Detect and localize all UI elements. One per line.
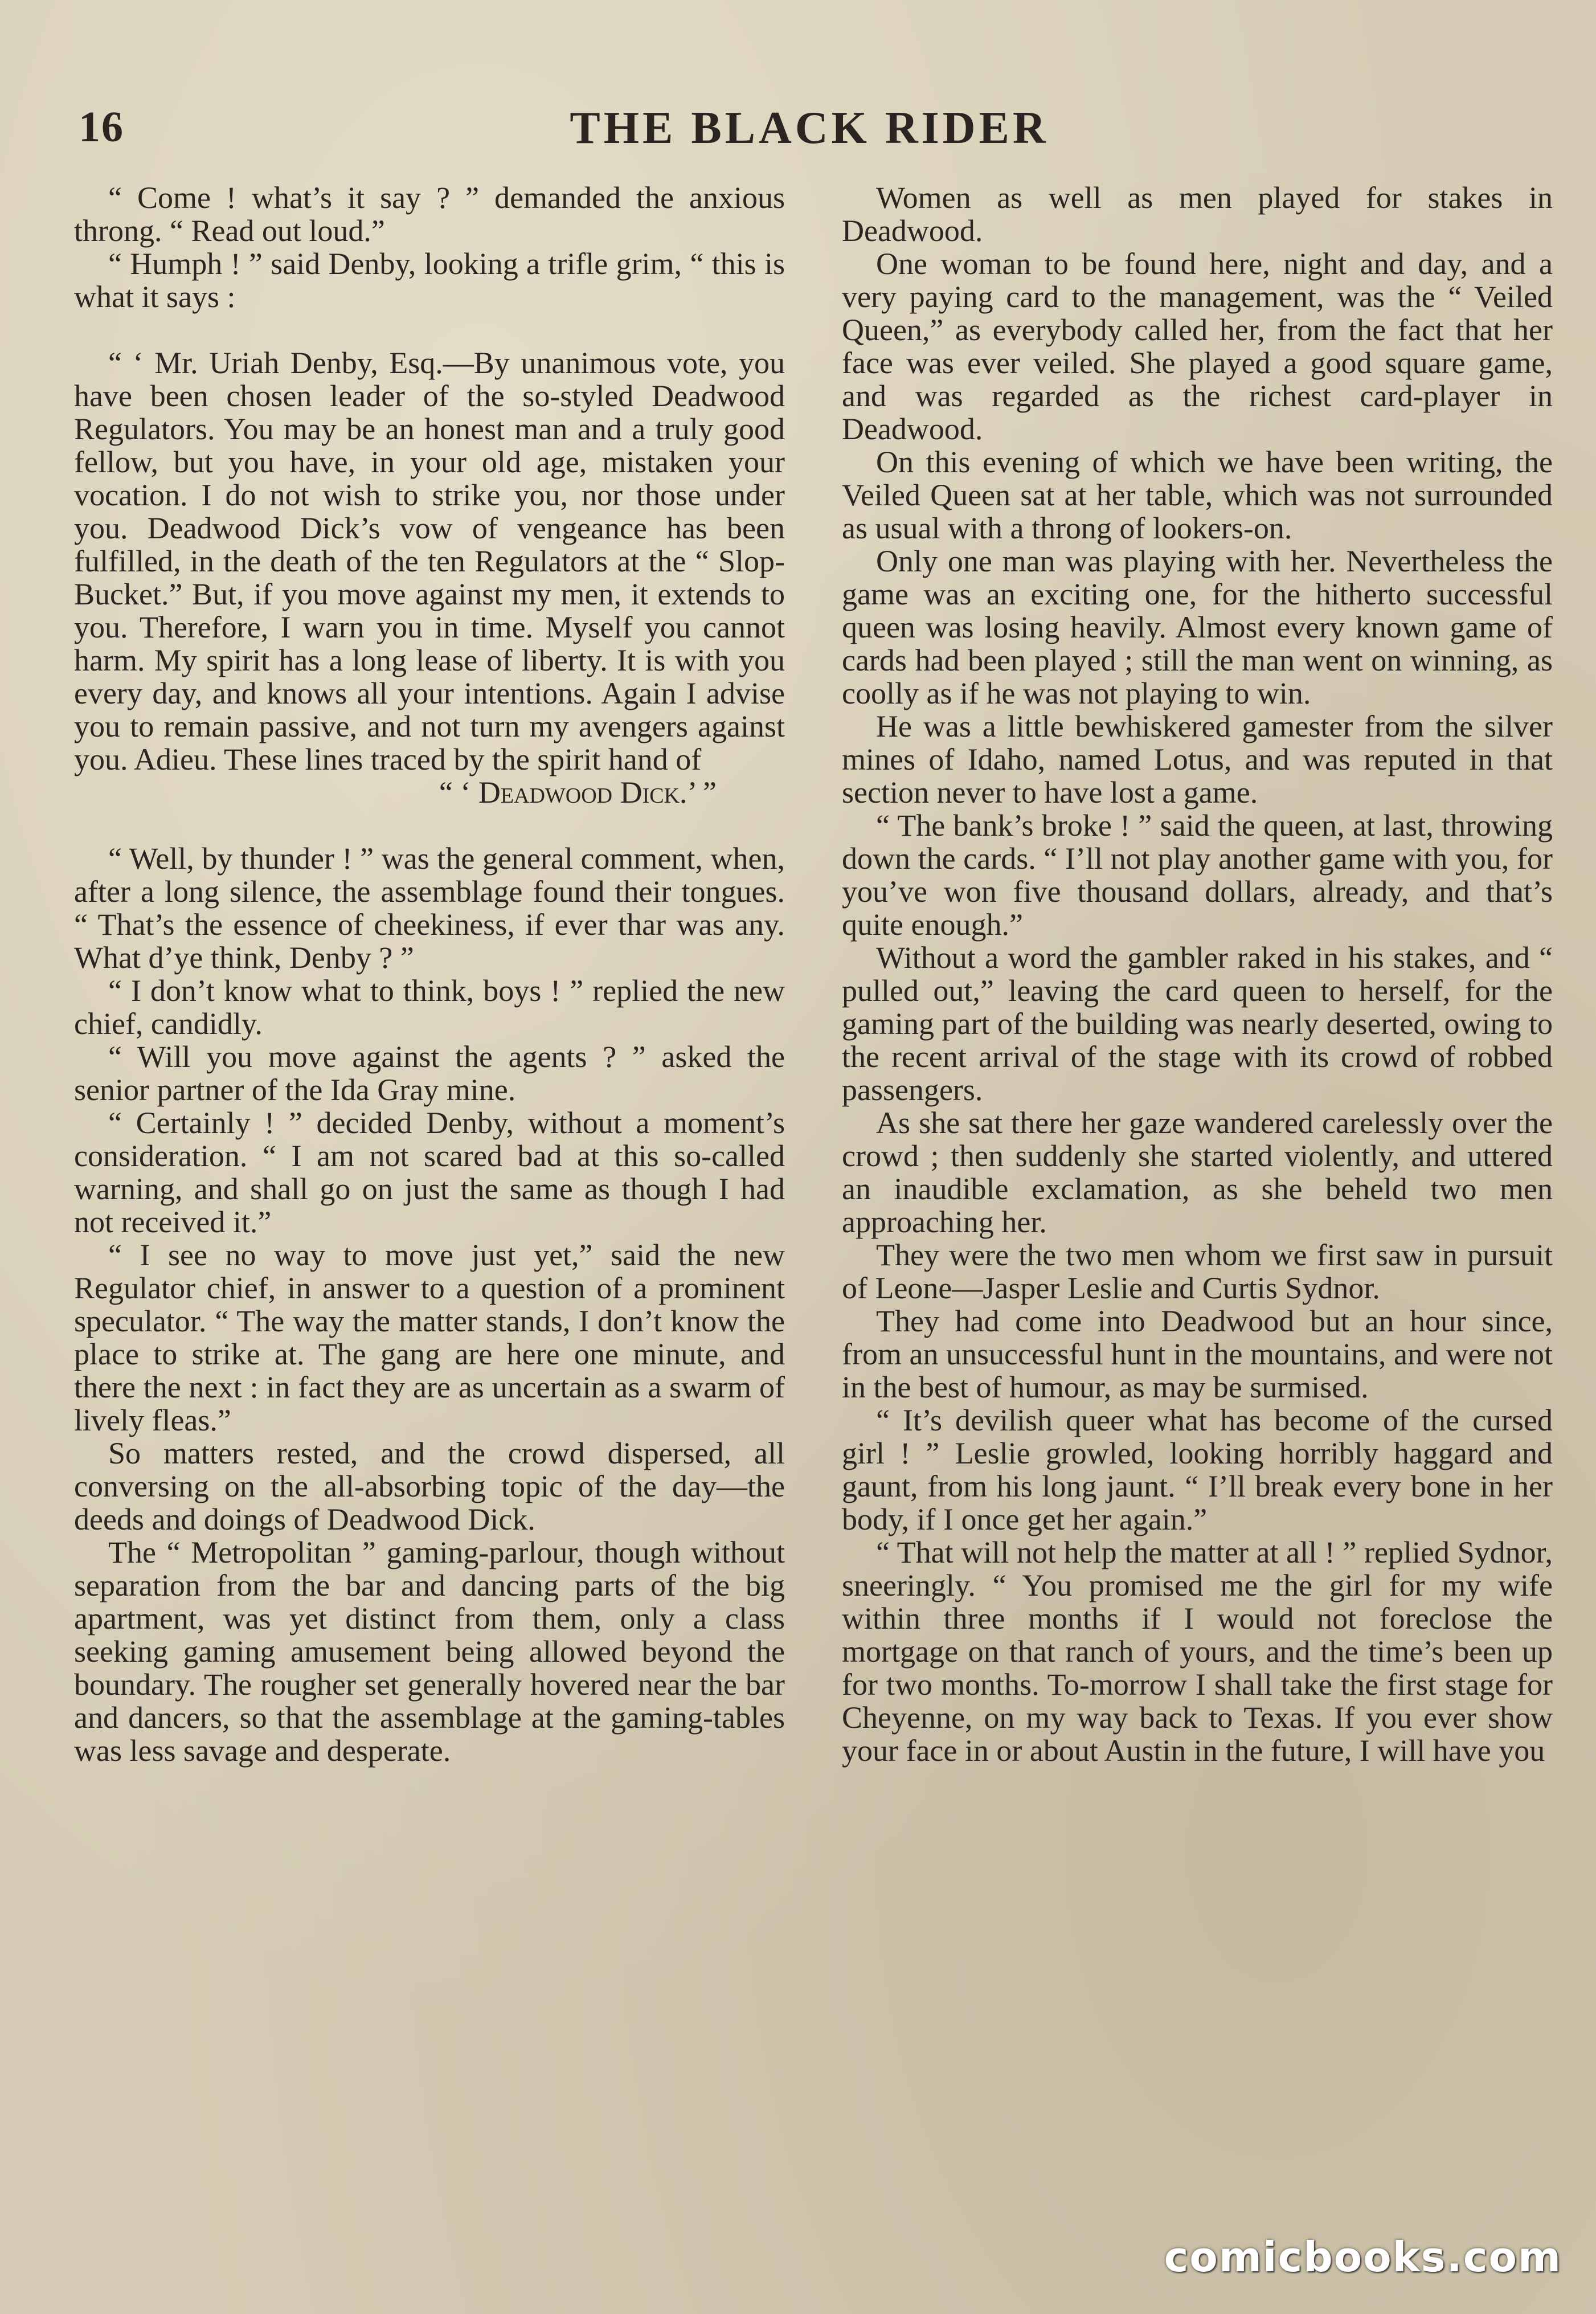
paragraph: On this evening of which we have been writing, the Veiled Queen sat at her table, which was not surrounded as usual with a throng of lookers-on. xyxy=(842,445,1553,545)
paragraph: The “ Metropolitan ” gaming-parlour, though without separation from the bar and dancing parts of the big apartment, was yet distinct from them, only a class seeking gaming amusement being allowed beyond the boundary. The rougher set generally hovered near the bar and dancers, so that the assemblage at the gaming-tables was less savage and desperate. xyxy=(74,1535,785,1768)
paragraph: So matters rested, and the crowd dispersed, all conversing on the all-absorbing topic of the day—the deeds and doings of Deadwood Dick. xyxy=(74,1436,785,1536)
paragraph: “ It’s devilish queer what has become of the cursed girl ! ” Leslie growled, looking horribly haggard and gaunt, from his long jaunt. “ I’ll break every bone in her body, if I once get her again.” xyxy=(842,1403,1553,1536)
paragraph: They were the two men whom we first saw in pursuit of Leone—Jasper Leslie and Curtis Sydnor. xyxy=(842,1238,1553,1305)
paragraph: He was a little bewhiskered gamester from the silver mines of Idaho, named Lotus, and was reputed in that section never to have lost a game. xyxy=(842,709,1553,810)
paragraph: As she sat there her gaze wandered carelessly over the crowd ; then suddenly she started violently, and uttered an inaudible exclamation, as she beheld two men approaching her. xyxy=(842,1106,1553,1239)
paragraph: “ Certainly ! ” decided Denby, without a moment’s consideration. “ I am not scared bad at this so-called warning, and shall go on just the same as though I had not received it.” xyxy=(74,1106,785,1239)
paragraph: “ Well, by thunder ! ” was the general comment, when, after a long silence, the assemblage found their tongues. “ That’s the essence of cheekiness, if ever thar was any. What d’ye think, Denby ? ” xyxy=(74,841,785,975)
watermark: comicbooks.com xyxy=(1164,2233,1562,2281)
letter-signature: “ ‘ Deadwood Dick.’ ” xyxy=(439,775,717,810)
paragraph: “ The bank’s broke ! ” said the queen, at last, throwing down the cards. “ I’ll not play another game with you, for you’ve won five thousand dollars, already, and that’s quite enough.” xyxy=(842,808,1553,942)
running-title: THE BLACK RIDER xyxy=(570,103,1049,153)
paragraph: “ Come ! what’s it say ? ” demanded the anxious throng. “ Read out loud.” xyxy=(74,181,785,248)
left-column xyxy=(74,181,785,1767)
paragraph: Without a word the gambler raked in his stakes, and “ pulled out,” leaving the card queen to herself, for the gaming part of the building was nearly deserted, owing to the recent arrival of the stage with its crowd of robbed passengers. xyxy=(842,941,1553,1107)
paragraph: They had come into Deadwood but an hour since, from an unsuccessful hunt in the mountains, and were not in the best of humour, as may be surmised. xyxy=(842,1304,1553,1404)
paragraph: Women as well as men played for stakes in Deadwood. xyxy=(842,181,1553,248)
paragraph: “ Humph ! ” said Denby, looking a trifle grim, “ this is what it says : xyxy=(74,247,785,314)
paragraph: “ That will not help the matter at all ! ” replied Sydnor, sneeringly. “ You promised me the girl for my wife within three months if I would not foreclose the mortgage on that ranch of yours, and the time’s been up for two months. To-morrow I shall take the first stage for Cheyenne, on my way back to Texas. If you ever show your face in or about Austin in the future, I will have you xyxy=(842,1535,1553,1768)
paragraph: “ I see no way to move just yet,” said the new Regulator chief, in answer to a question of a prominent speculator. “ The way the matter stands, I don’t know the place to strike at. The gang are here one minute, and there the next : in fact they are as uncertain as a swarm of lively fleas.” xyxy=(74,1238,785,1437)
right-column xyxy=(842,181,1553,1767)
paragraph: One woman to be found here, night and day, and a very paying card to the management, was the “ Veiled Queen,” as everybody called her, from the fact that her face was ever veiled. She played a good square game, and was regarded as the richest card-player in Deadwood. xyxy=(842,247,1553,446)
paragraph: “ I don’t know what to think, boys ! ” replied the new chief, candidly. xyxy=(74,974,785,1041)
page-number: 16 xyxy=(79,103,124,151)
paragraph: Only one man was playing with her. Nevertheless the game was an exciting one, for the hitherto successful queen was losing heavily. Almost every known game of cards had been played ; still the man went on winning, as coolly as if he was not playing to win. xyxy=(842,544,1553,710)
letter-text: “ ‘ Mr. Uriah Denby, Esq.—By unanimous vote, you have been chosen leader of the so-styled Deadwood Regulators. You may be an honest man and a truly good fellow, but you have, in your old age, mistaken your vocation. I do not wish to strike you, nor those under you. Deadwood Dick’s vow of vengeance has been fulfilled, in the death of the ten Regulators at the “ Slop-Bucket.” But, if you move against my men, it extends to you. Therefore, I warn you in time. Myself you cannot harm. My spirit has a long lease of liberty. It is with you every day, and knows all your intentions. Again I advise you to remain passive, and not turn my avengers against you. Adieu. These lines traced by the spirit hand of xyxy=(74,346,785,776)
paragraph: “ Will you move against the agents ? ” asked the senior partner of the Ida Gray mine. xyxy=(74,1040,785,1107)
